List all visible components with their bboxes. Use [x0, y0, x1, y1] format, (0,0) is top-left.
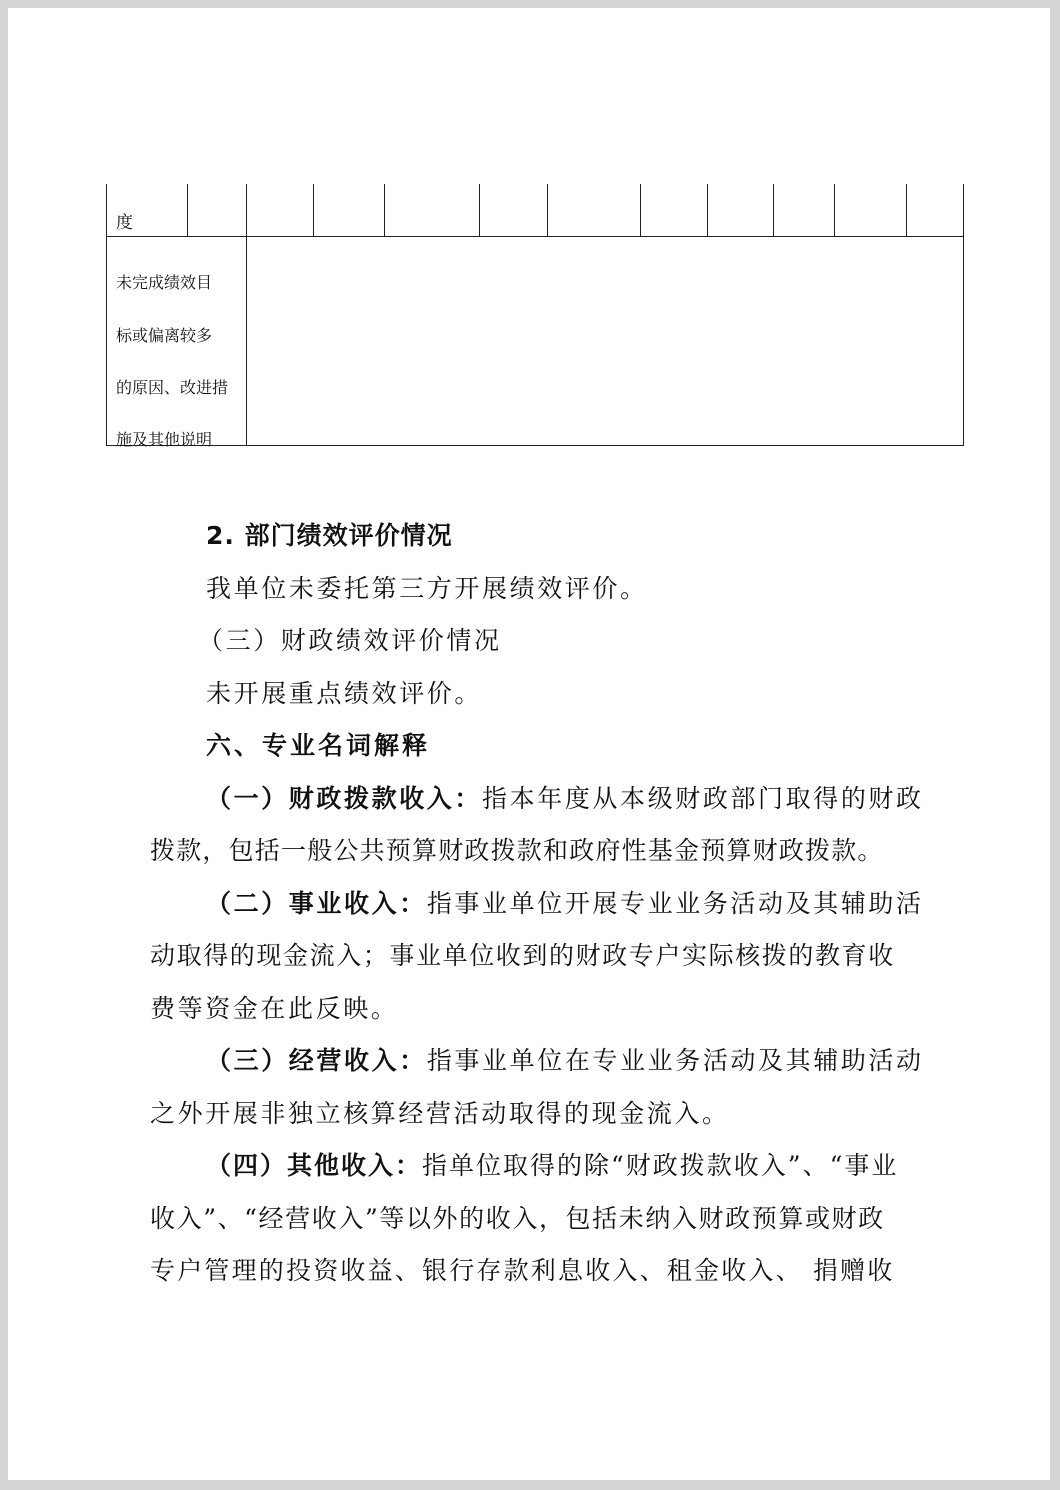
table-col-divider [640, 184, 641, 236]
table-col-divider [313, 184, 314, 236]
table-col-divider [187, 184, 188, 236]
definition-text: 指本年度从本级财政部门取得的财政 [482, 784, 924, 813]
definition-line: 之外开展非独立核算经营活动取得的现金流入。 [150, 1099, 730, 1128]
table-col-divider [773, 184, 774, 236]
definition-term: （一）财政拨款收入： [206, 784, 483, 813]
definition-text: 指单位取得的除“财政拨款收入”、“事业 [422, 1151, 899, 1180]
notes-label-line: 施及其他说明 [116, 430, 213, 449]
table-row-divider [106, 236, 964, 237]
section-heading: 2. 部门绩效评价情况 [206, 521, 453, 550]
table-col-divider [834, 184, 835, 236]
definition-line: 费等资金在此反映。 [150, 994, 399, 1023]
table-bottom-border [106, 445, 964, 446]
paragraph-line: 未开展重点绩效评价。 [206, 679, 483, 708]
definition-text: 指事业单位在专业业务活动及其辅助活动 [426, 1046, 924, 1075]
definition-term: （三）经营收入： [206, 1046, 427, 1075]
table-col-divider [707, 184, 708, 236]
section-heading: 六、专业名词解释 [206, 731, 431, 760]
table-row-label: 度 [116, 213, 133, 233]
table-right-border [963, 184, 964, 446]
notes-label-line: 未完成绩效目 [116, 273, 213, 292]
table-col-divider [246, 184, 247, 446]
table-left-border [106, 184, 107, 446]
table-col-divider [384, 184, 385, 236]
table-col-divider [479, 184, 480, 236]
definition-line [206, 884, 924, 920]
paragraph-line: 我单位未委托第三方开展绩效评价。 [206, 574, 648, 603]
table-col-divider [547, 184, 548, 236]
definition-line [206, 1041, 924, 1077]
definition-line: 专户管理的投资收益、银行存款利息收入、租金收入、 捐赠收 [150, 1256, 895, 1285]
definition-line: 收入”、“经营收入”等以外的收入，包括未纳入财政预算或财政 [150, 1204, 885, 1233]
definition-line [206, 1146, 898, 1182]
definition-line: 动取得的现金流入；事业单位收到的财政专户实际核拨的教育收 [150, 941, 895, 970]
notes-label-line: 标或偏离较多 [116, 326, 213, 345]
definition-line: 拨款，包括一般公共预算财政拨款和政府性基金预算财政拨款。 [150, 836, 884, 865]
notes-label-line: 的原因、改进措 [116, 378, 229, 397]
table-col-divider [906, 184, 907, 236]
section-heading: （三）财政绩效评价情况 [198, 626, 502, 655]
document-page [8, 8, 1050, 1480]
definition-term: （二）事业收入： [206, 889, 427, 918]
definition-text: 指事业单位开展专业业务活动及其辅助活 [426, 889, 924, 918]
definition-line [206, 779, 924, 815]
performance-table [106, 184, 964, 449]
definition-term: （四）其他收入： [206, 1151, 423, 1180]
